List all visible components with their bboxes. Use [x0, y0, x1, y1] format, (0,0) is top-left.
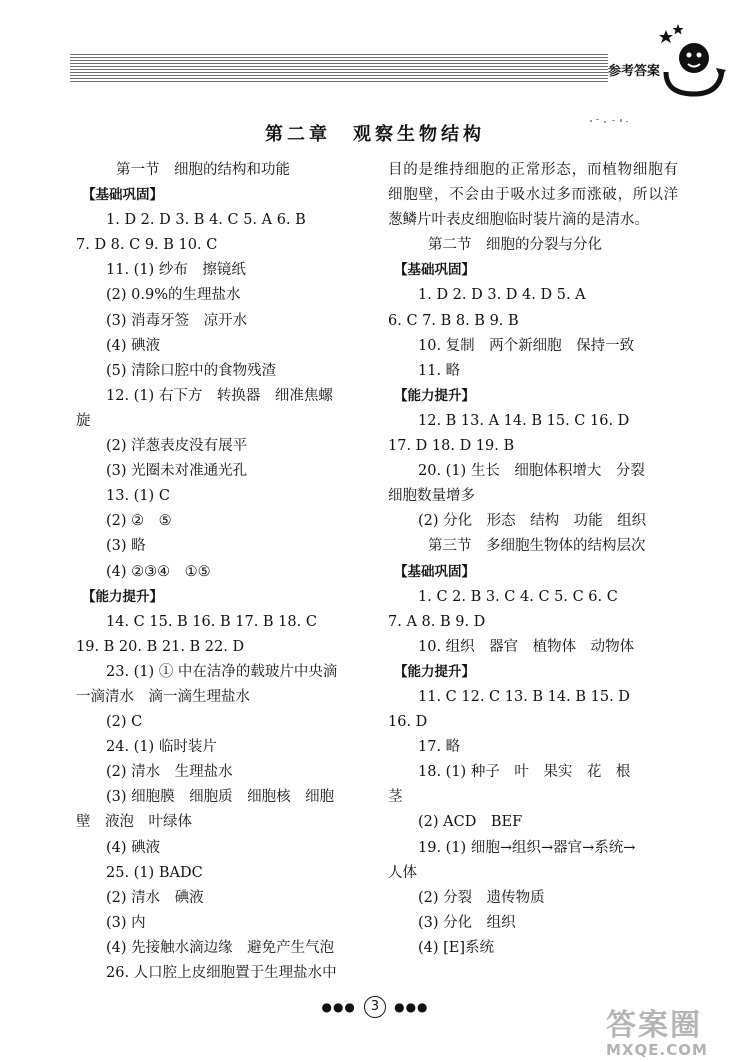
answer-line: (2) 洋葱表皮没有展平: [106, 438, 248, 455]
answer-line: 目的是维持细胞的正常形态，而植物细胞有: [388, 162, 678, 178]
answer-line: 17. D 18. D 19. B: [388, 438, 515, 455]
answer-line: 17. 略: [418, 739, 461, 756]
mascot-logo-icon: [652, 22, 730, 100]
answer-line: 14. C 15. B 16. B 17. B 18. C: [106, 613, 317, 630]
answer-line: 10. 组织 器官 植物体 动物体: [418, 638, 635, 655]
section-heading: 第一节 细胞的结构和功能: [116, 162, 290, 178]
answer-line: 13. (1) C: [106, 488, 170, 505]
answer-line: (4) [E]系统: [418, 939, 495, 956]
answer-line: 18. (1) 种子 叶 果实 花 根: [418, 764, 631, 781]
answer-line: 16. D: [388, 714, 428, 731]
header-label: 参考答案: [608, 64, 661, 79]
section-tag: 【基础巩固】: [394, 563, 475, 580]
answer-line: (3) 略: [106, 538, 146, 555]
section-tag: 【基础巩固】: [82, 187, 163, 204]
section-tag: 【能力提升】: [394, 663, 475, 680]
answer-line: 25. (1) BADC: [106, 864, 203, 881]
answer-line: (2) ACD BEF: [418, 814, 523, 831]
answer-line: 11. (1) 纱布 擦镜纸: [106, 262, 246, 279]
answer-line: 一滴清水 滴一滴生理盐水: [76, 688, 250, 705]
answer-line: (3) 消毒牙签 凉开水: [106, 312, 248, 329]
answer-line: 11. 略: [418, 362, 461, 379]
answer-line: 旋: [76, 412, 91, 429]
answer-line: (2) 清水 生理盐水: [106, 764, 233, 781]
answer-line: (2) C: [106, 714, 143, 731]
answer-line: 人体: [388, 864, 417, 881]
answer-line: (4) 碘液: [106, 839, 161, 856]
answer-line: 10. 复制 两个新细胞 保持一致: [418, 337, 635, 354]
answer-line: 26. 人口腔上皮细胞置于生理盐水中: [106, 965, 337, 981]
footer-dots-left: ●●●: [321, 1000, 356, 1014]
answer-line: (2) 分化 形态 结构 功能 组织: [418, 513, 647, 530]
answer-line: 12. (1) 右下方 转换器 细准焦螺: [106, 387, 333, 404]
section-tag: 【能力提升】: [394, 387, 475, 404]
answer-line: 1. D 2. D 3. D 4. D 5. A: [418, 287, 586, 304]
answer-line: 1. C 2. B 3. C 4. C 5. C 6. C: [418, 588, 618, 605]
answer-line: (3) 细胞膜 细胞质 细胞核 细胞: [106, 789, 335, 806]
footer-dots-right: ●●●: [394, 1000, 429, 1014]
answer-line: (4) ②③④ ①⑤: [106, 563, 211, 580]
answer-line: (2) 0.9%的生理盐水: [106, 287, 241, 304]
answer-line: 19. (1) 细胞→组织→器官→系统→: [418, 839, 636, 856]
answer-line: 细胞壁，不会由于吸水过多而涨破，所以洋: [388, 187, 678, 204]
answer-line: 19. B 20. B 21. B 22. D: [76, 638, 245, 655]
section-heading: 第二节 细胞的分裂与分化: [428, 237, 602, 254]
watermark-logo: [606, 1010, 746, 1060]
section-heading: 第三节 多细胞生物体的结构层次: [428, 538, 646, 555]
right-column: [388, 158, 678, 961]
answer-line: (3) 光圈未对准通光孔: [106, 463, 248, 480]
left-column: [76, 158, 366, 986]
section-tag: 【能力提升】: [82, 588, 163, 605]
answer-line: (3) 分化 组织: [418, 914, 516, 931]
answer-line: 壁 液泡 叶绿体: [76, 814, 192, 831]
answer-line: (2) 清水 碘液: [106, 889, 204, 906]
page-number: 3: [364, 996, 386, 1018]
answer-line: (3) 内: [106, 914, 146, 931]
chapter-title: 第二章 观察生物结构: [265, 124, 485, 145]
answer-line: (5) 清除口腔中的食物残渣: [106, 362, 277, 379]
header-band: [70, 52, 608, 82]
answer-line: 1. D 2. D 3. B 4. C 5. A 6. B: [106, 212, 306, 229]
answer-line: 12. B 13. A 14. B 15. C 16. D: [418, 412, 630, 429]
answer-line: 20. (1) 生长 细胞体积增大 分裂: [418, 463, 645, 480]
answer-line: (4) 先接触水滴边缘 避免产生气泡: [106, 939, 335, 956]
answer-line: 葱鳞片叶表皮细胞临时装片滴的是清水。: [388, 212, 649, 229]
answer-line: 11. C 12. C 13. B 14. B 15. D: [418, 688, 630, 705]
answer-line: (2) ② ⑤: [106, 513, 172, 530]
answer-line: 24. (1) 临时装片: [106, 739, 217, 756]
answer-line: 细胞数量增多: [388, 488, 475, 505]
answer-line: 茎: [388, 789, 403, 806]
section-tag: 【基础巩固】: [394, 262, 475, 279]
answer-line: (2) 分裂 遗传物质: [418, 889, 545, 906]
watermark-main-text: 答案圈: [606, 1008, 702, 1043]
answer-line: 23. (1) ① 中在洁净的载玻片中央滴: [106, 663, 338, 680]
answer-line: 7. D 8. C 9. B 10. C: [76, 237, 218, 254]
page-footer: [300, 996, 450, 1024]
answer-line: 7. A 8. B 9. D: [388, 613, 486, 630]
watermark-sub-text: MXQE.COM: [606, 1041, 708, 1059]
answer-line: 6. C 7. B 8. B 9. B: [388, 312, 519, 329]
answer-line: (4) 碘液: [106, 337, 161, 354]
